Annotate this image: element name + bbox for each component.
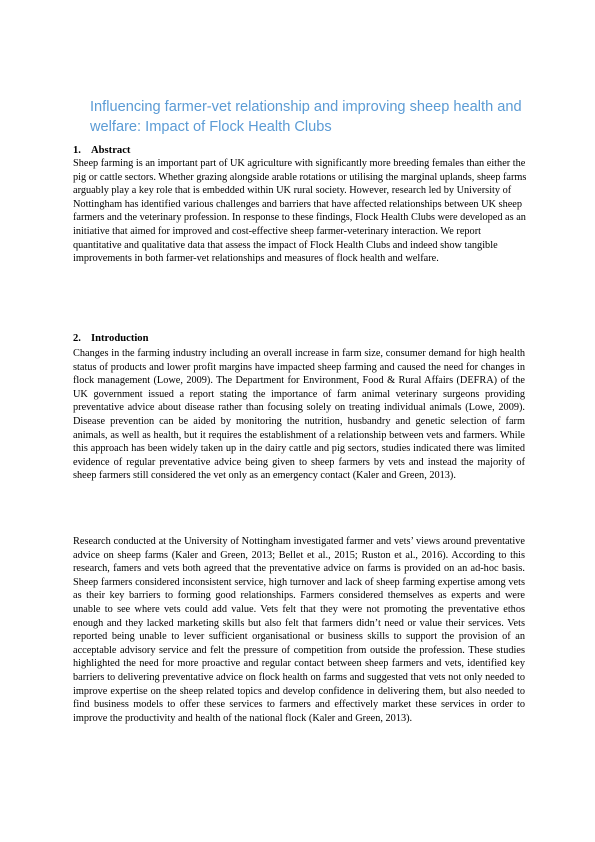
introduction-paragraph-2: Research conducted at the University of Nottingham investigated farmer and vets’ views around preventative advice on sheep farms (Kaler and Green, 2013; Bellet et al., 2015; Ruston et al., 2016). According to this research, famers and vets both agreed that the preventative advice on farms is provided on an ad-hoc basis. Sheep farmers considered inconsistent service, high turnover and lack of sheep farming expertise among vets as their key barriers to forming good relationships. Farmers considered themselves as experts and were unable to see where vets could add value. Vets felt that they were not promoting the preventative ethos enough and they lacked marketing skills but also felt that farmers didn’t need or value their services. Vets reported being unable to lever sufficient organisational or business skills to support the provision of an acceptable advisory service and felt the pressure of competition from outside the profession. These studies highlighted the need for more proactive and regular contact between sheep farmers and vets, identified key barriers to delivering preventative advice on flock health on farms and suggested that vets not only needed to improve expertise on the sheep related topics and develop confidence in delivering them, but also needed to find business models to offer these services to farmers and effectively market these services in order to improve the productivity and health of the national flock (Kaler and Green, 2013).	[73, 536, 525, 724]
abstract-body: Sheep farming is an important part of UK agriculture with significantly more breeding females than either the pig or cattle sectors. Whether grazing alongside arable rotations or utilising the marginal uplands, sheep farms arguably play a key role that is embedded within UK rural society. However, research led by University of Nottingham has identified various challenges and barriers that have affected relationships between UK sheep farmers and the veterinary profession. In response to these findings, Flock Health Clubs were developed as an initiative that aimed for improved and cost-effective sheep farmer-veterinary interaction. We report quantitative and qualitative data that assess the impact of Flock Health Clubs and indeed show tangible improvements in both farmer-vet relationships and measures of flock health and welfare.	[73, 158, 527, 265]
introduction-section-number: 2.	[73, 333, 81, 344]
introduction-heading-text: Introduction	[91, 333, 149, 344]
abstract-heading-text: Abstract	[91, 145, 131, 156]
abstract-section-number: 1.	[73, 145, 81, 156]
abstract-heading	[73, 145, 523, 158]
introduction-heading	[73, 333, 523, 346]
introduction-paragraph-1: Changes in the farming industry including an overall increase in farm size, consumer demand for high health status of products and lower profit margins have impacted sheep farming and caused the need for changes in flock management (Lowe, 2009). The Department for Environment, Food & Rural Affairs (DEFRA) of the UK government issued a report stating the importance of farm animal veterinary surgeons providing preventative advice about disease rather than focusing solely on treating individual animals (Lowe, 2009). Disease prevention can be aided by monitoring the nutrition, husbandry and genetic selection of farm animals, as well as health, but it requires the establishment of a relationship between vets and farmers. While this approach has been widely taken up in the dairy cattle and pig sectors, studies indicated there was limited evidence of regular preventative advice being given to sheep farmers by vets and instead the majority of sheep farmers still considered the vet only as an emergency contact (Kaler and Green, 2013).	[73, 348, 525, 482]
paper-title: Influencing farmer-vet relationship and improving sheep health and welfare: Impact of Flock Health Clubs	[90, 99, 522, 135]
